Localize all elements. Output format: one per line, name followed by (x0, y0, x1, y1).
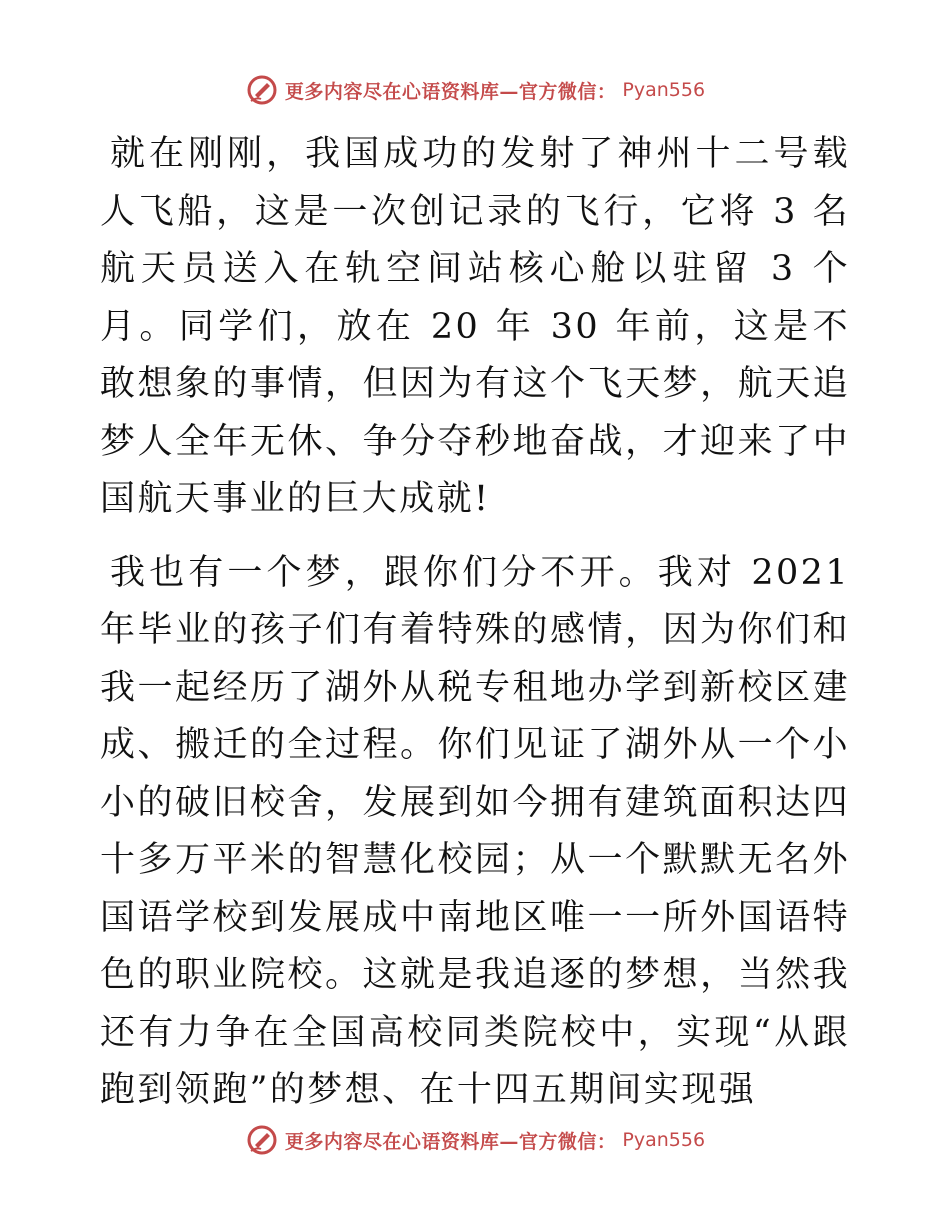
footer-banner (0, 1122, 950, 1158)
footer-wechat-id: Pyan556 (622, 1129, 706, 1151)
paragraph-2: 我也有一个梦，跟你们分不开。我对 2021 年毕业的孩子们有着特殊的感情，因为你们和我一起经历了湖外从税专租地办学到新校区建成、搬迁的全过程。你们见证了湖外从一个小小的破旧校舍，发展到如今拥有建筑面积达四十多万平米的智慧化校园；从一个默默无名外国语学校到发展成中南地区唯一一所外国语特色的职业院校。这就是我追逐的梦想，当然我还有力争在全国高校同类院校中，实现“从跟跑到领跑”的梦想、在十四五期间实现强 (100, 552, 850, 1110)
header-banner (0, 72, 950, 108)
header-wechat-id: Pyan556 (622, 79, 706, 101)
document-body (100, 126, 850, 1120)
logo-icon (245, 73, 279, 107)
footer-banner-text: 更多内容尽在心语资料库—官方微信： (284, 1130, 617, 1153)
paragraph-1: 就在刚刚，我国成功的发射了神州十二号载人飞船，这是一次创记录的飞行，它将 3 名航天员送入在轨空间站核心舱以驻留 3 个月。同学们，放在 20 年 30 年前，这是不敢想象的事情，但因为有这个飞天梦，航天追梦人全年无休、争分夺秒地奋战，才迎来了中国航天事业的巨大成就! (100, 134, 850, 519)
logo-icon (245, 1123, 279, 1157)
header-banner-text: 更多内容尽在心语资料库—官方微信： (284, 80, 617, 103)
